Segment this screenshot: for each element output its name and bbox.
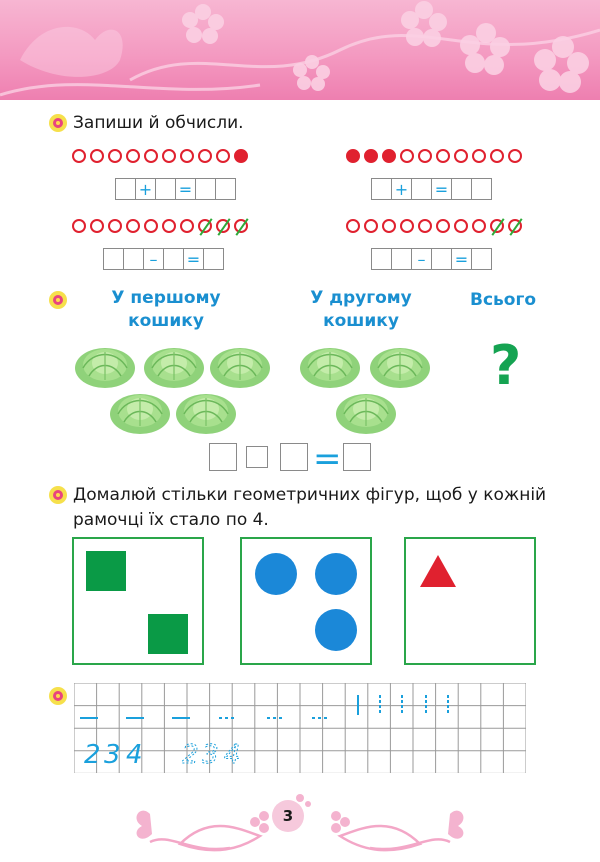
crossed-out-circle [490, 219, 504, 233]
equation-sign-cell: = [431, 178, 452, 200]
equation-sign-cell: + [391, 178, 412, 200]
cabbage-icon [108, 384, 172, 436]
flower-bullet-icon [48, 485, 68, 505]
page-number: 3 [272, 800, 304, 832]
empty-red-circle [144, 219, 158, 233]
empty-red-circle [418, 149, 432, 163]
equation-row-2 [372, 178, 492, 200]
flower-bullet-icon [48, 686, 68, 706]
cabbage-icon [298, 338, 362, 390]
crossed-out-circle [234, 219, 248, 233]
empty-red-circle [108, 219, 122, 233]
header-flowers-decoration [0, 0, 600, 100]
question-mark: ? [490, 334, 522, 397]
header-decorative-band [0, 0, 600, 100]
cabbage-icon [334, 384, 398, 436]
shape-frame-circles[interactable] [240, 537, 372, 665]
empty-red-circle [436, 149, 450, 163]
tracing-digit: 4 [126, 740, 143, 770]
equation-input-cell[interactable] [391, 248, 412, 270]
cabbage-icon [368, 338, 432, 390]
empty-red-circle [180, 149, 194, 163]
equation-input-cell[interactable] [163, 248, 184, 270]
equation-input-cell[interactable] [215, 178, 236, 200]
equation-sign-cell: – [411, 248, 432, 270]
empty-red-circle [72, 219, 86, 233]
crossed-out-circle [508, 219, 522, 233]
total-label: Всього [469, 290, 537, 310]
answer-box-3[interactable] [343, 443, 371, 471]
empty-red-circle [144, 149, 158, 163]
circle-row-1 [72, 149, 248, 163]
empty-red-circle [364, 219, 378, 233]
cabbage-icon [174, 384, 238, 436]
equals-sign: = [313, 439, 342, 479]
second-basket-label: У другому кошику [310, 288, 412, 331]
equation-input-cell[interactable] [371, 178, 392, 200]
blue-circle-shape [315, 553, 357, 595]
empty-red-circle [90, 149, 104, 163]
empty-red-circle [180, 219, 194, 233]
green-square-shape [148, 614, 188, 654]
equation-input-cell[interactable] [155, 178, 176, 200]
filled-red-circle [364, 149, 378, 163]
equation-input-cell[interactable] [471, 248, 492, 270]
empty-red-circle [454, 219, 468, 233]
flower-bullet-icon [48, 290, 68, 310]
red-triangle-shape [418, 553, 458, 589]
circle-row-4 [346, 219, 522, 233]
equation-sign-cell: = [183, 248, 204, 270]
empty-red-circle [400, 149, 414, 163]
equation-input-cell[interactable] [103, 248, 124, 270]
empty-red-circle [454, 149, 468, 163]
cabbage-icon [208, 338, 272, 390]
equation-sign-cell: = [451, 248, 472, 270]
answer-sign-box[interactable] [246, 446, 268, 468]
answer-box-1[interactable] [209, 443, 237, 471]
equation-row-3 [104, 248, 224, 270]
shape-frame-triangles[interactable] [404, 537, 536, 665]
filled-red-circle [346, 149, 360, 163]
empty-red-circle [90, 219, 104, 233]
task1-instruction: Запиши й обчисли. [73, 113, 244, 133]
equation-sign-cell: = [175, 178, 196, 200]
equation-input-cell[interactable] [411, 178, 432, 200]
equation-input-cell[interactable] [451, 178, 472, 200]
empty-red-circle [108, 149, 122, 163]
equation-sign-cell: + [135, 178, 156, 200]
circle-row-2 [346, 149, 522, 163]
equation-input-cell[interactable] [115, 178, 136, 200]
green-square-shape [86, 551, 126, 591]
shape-frame-squares[interactable] [72, 537, 204, 665]
writing-grid[interactable] [74, 683, 526, 773]
equation-input-cell[interactable] [195, 178, 216, 200]
blue-circle-shape [255, 553, 297, 595]
tracing-digit: 3 [104, 740, 121, 770]
crossed-out-circle [198, 219, 212, 233]
tracing-digit: 2 [182, 740, 199, 770]
circle-row-3 [72, 219, 248, 233]
empty-red-circle [490, 149, 504, 163]
tracing-digit: 3 [202, 740, 219, 770]
equation-input-cell[interactable] [371, 248, 392, 270]
task3-instruction-line1: Домалюй стільки геометричних фігур, щоб у кожній [73, 485, 547, 505]
filled-red-circle [382, 149, 396, 163]
equation-sign-cell: – [143, 248, 164, 270]
crossed-out-circle [216, 219, 230, 233]
answer-box-2[interactable] [280, 443, 308, 471]
empty-red-circle [72, 149, 86, 163]
equation-row-1 [116, 178, 236, 200]
empty-red-circle [400, 219, 414, 233]
equation-input-cell[interactable] [431, 248, 452, 270]
empty-red-circle [162, 219, 176, 233]
empty-red-circle [216, 149, 230, 163]
empty-red-circle [508, 149, 522, 163]
empty-red-circle [198, 149, 212, 163]
blue-circle-shape [315, 609, 357, 651]
equation-input-cell[interactable] [123, 248, 144, 270]
equation-row-4 [372, 248, 492, 270]
empty-red-circle [382, 219, 396, 233]
tracing-digit: 2 [84, 740, 101, 770]
equation-input-cell[interactable] [203, 248, 224, 270]
empty-red-circle [436, 219, 450, 233]
tracing-digit: 4 [224, 740, 241, 770]
filled-red-circle [234, 149, 248, 163]
empty-red-circle [472, 219, 486, 233]
empty-red-circle [126, 219, 140, 233]
first-basket-label: У першому кошику [111, 288, 221, 331]
flower-bullet-icon [48, 113, 68, 133]
empty-red-circle [162, 149, 176, 163]
empty-red-circle [126, 149, 140, 163]
cabbage-icon [142, 338, 206, 390]
empty-red-circle [418, 219, 432, 233]
cabbage-icon [73, 338, 137, 390]
equation-input-cell[interactable] [471, 178, 492, 200]
empty-red-circle [346, 219, 360, 233]
task3-instruction-line2: рамочці їх стало по 4. [73, 510, 269, 530]
empty-red-circle [472, 149, 486, 163]
